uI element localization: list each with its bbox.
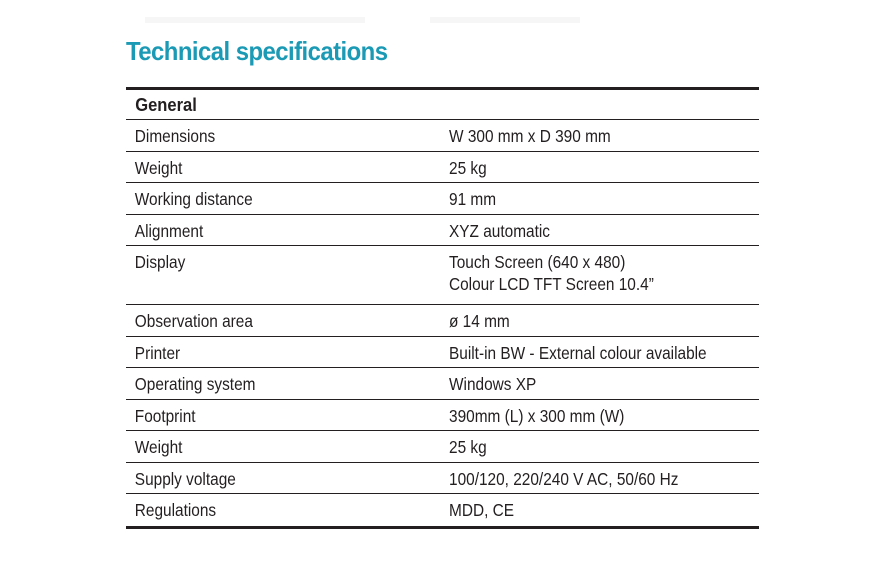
background-artifact xyxy=(145,17,365,23)
page-title: Technical specifications xyxy=(126,36,388,66)
table-row xyxy=(126,368,759,400)
table-section-header xyxy=(126,90,759,120)
spec-table xyxy=(126,87,759,529)
spec-label: Weight xyxy=(134,437,183,457)
spec-value: W 300 mm x D 390 mm xyxy=(449,126,611,146)
table-row xyxy=(126,494,759,526)
spec-value-line: Colour LCD TFT Screen 10.4” xyxy=(449,274,654,294)
spec-value: MDD, CE xyxy=(449,500,515,520)
spec-value: 100/120, 220/240 V AC, 50/60 Hz xyxy=(449,468,679,489)
spec-value: ø 14 mm xyxy=(449,311,510,331)
background-artifact xyxy=(430,17,580,23)
table-row xyxy=(126,400,759,432)
spec-value: XYZ automatic xyxy=(449,220,551,241)
spec-label: Regulations xyxy=(134,500,217,520)
table-row xyxy=(126,120,759,152)
spec-value-line: Touch Screen (640 x 480) xyxy=(449,252,626,272)
spec-label: Dimensions xyxy=(134,126,216,146)
spec-value: Built-in BW - External colour available xyxy=(449,342,707,363)
spec-value: Windows XP xyxy=(449,374,537,394)
table-row xyxy=(126,431,759,463)
table-row xyxy=(126,183,759,215)
spec-label: Alignment xyxy=(134,220,204,241)
spec-value: 25 kg xyxy=(449,157,487,178)
spec-label: Printer xyxy=(134,342,181,363)
spec-label: Weight xyxy=(134,157,183,178)
table-row xyxy=(126,246,759,305)
spec-value: 25 kg xyxy=(449,437,487,457)
table-row xyxy=(126,463,759,495)
spec-label: Working distance xyxy=(134,189,253,209)
spec-label: Supply voltage xyxy=(134,468,236,489)
spec-value xyxy=(449,251,722,295)
spec-value: 91 mm xyxy=(449,189,497,209)
table-row xyxy=(126,337,759,369)
spec-label: Display xyxy=(134,252,186,272)
spec-label: Observation area xyxy=(134,311,253,331)
spec-label: Operating system xyxy=(134,374,256,394)
table-row xyxy=(126,305,759,337)
section-title: General xyxy=(135,95,197,115)
table-row xyxy=(126,152,759,184)
spec-value: 390mm (L) x 300 mm (W) xyxy=(449,405,625,426)
spec-label: Footprint xyxy=(134,405,196,426)
table-row xyxy=(126,215,759,247)
